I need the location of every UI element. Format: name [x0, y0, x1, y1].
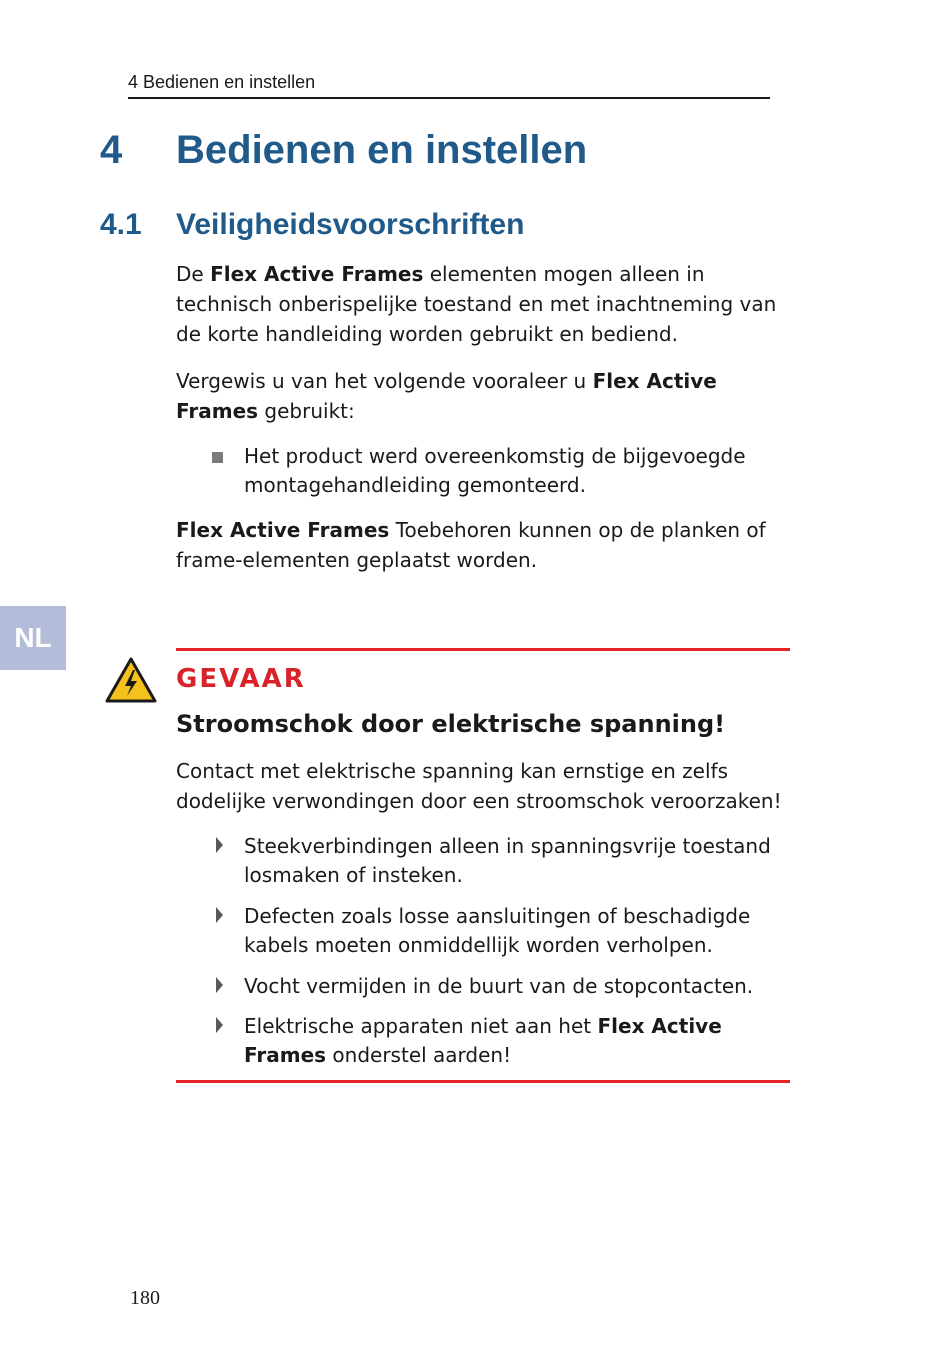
accessories-paragraph: [176, 515, 791, 575]
warning-step-text-pre: Elektrische apparaten niet aan het: [244, 1014, 598, 1038]
check-text-post: gebruikt:: [258, 399, 355, 423]
intro-paragraph: [176, 259, 791, 349]
intro-text-post: elementen mogen alleen in technisch onberispelijke toestand en met inachtneming van de korte handleiding worden gebruikt en bediend.: [176, 262, 777, 346]
list-item-text: Het product werd overeenkomstig de bijgevoegde montagehandleiding gemonteerd.: [244, 444, 746, 497]
warning-top-rule: [176, 648, 790, 651]
arrow-bullet-icon: [216, 907, 223, 923]
chapter-number: 4: [100, 128, 123, 172]
arrow-bullet-icon: [216, 977, 223, 993]
intro-text-pre: De: [176, 262, 211, 286]
check-paragraph: [176, 366, 791, 426]
warning-step-text: Steekverbindingen alleen in spanningsvrije toestand losmaken of insteken.: [244, 834, 771, 887]
warning-step-text: Vocht vermijden in de buurt van de stopcontacten.: [244, 974, 754, 998]
product-name: Flex Active Frames: [176, 369, 717, 423]
warning-bottom-rule: [176, 1080, 790, 1083]
check-text-pre: Vergewis u van het volgende vooraleer u: [176, 369, 593, 393]
language-tab: NL: [0, 606, 66, 670]
accessories-text: Toebehoren kunnen op de planken of frame-elementen geplaatst worden.: [176, 518, 766, 572]
warning-step-text-post: onderstel aarden!: [326, 1043, 512, 1067]
section-title: Veiligheidsvoorschriften: [176, 208, 525, 241]
warning-text: Contact met elektrische spanning kan ernstige en zelfs dodelijke verwondingen door een stroomschok veroorzaken!: [176, 759, 782, 813]
square-bullet-icon: [212, 452, 223, 463]
page-number: 180: [130, 1287, 160, 1309]
section-number: 4.1: [100, 208, 142, 241]
warning-heading: Stroomschok door elektrische spanning!: [176, 710, 726, 738]
arrow-bullet-icon: [216, 837, 223, 853]
arrow-bullet-icon: [216, 1017, 223, 1033]
warning-label: GEVAAR: [176, 664, 306, 694]
warning-step-text: Defecten zoals losse aansluitingen of beschadigde kabels moeten onmiddellijk worden verholpen.: [244, 904, 751, 957]
electric-hazard-icon: [104, 656, 158, 704]
warning-step-text: [244, 1012, 792, 1070]
product-name: Flex Active Frames: [244, 1014, 722, 1067]
product-name: Flex Active Frames: [176, 518, 390, 542]
product-name: Flex Active Frames: [210, 262, 424, 286]
chapter-title: Bedienen en instellen: [176, 128, 588, 172]
running-header: 4 Bedienen en instellen: [128, 70, 770, 99]
